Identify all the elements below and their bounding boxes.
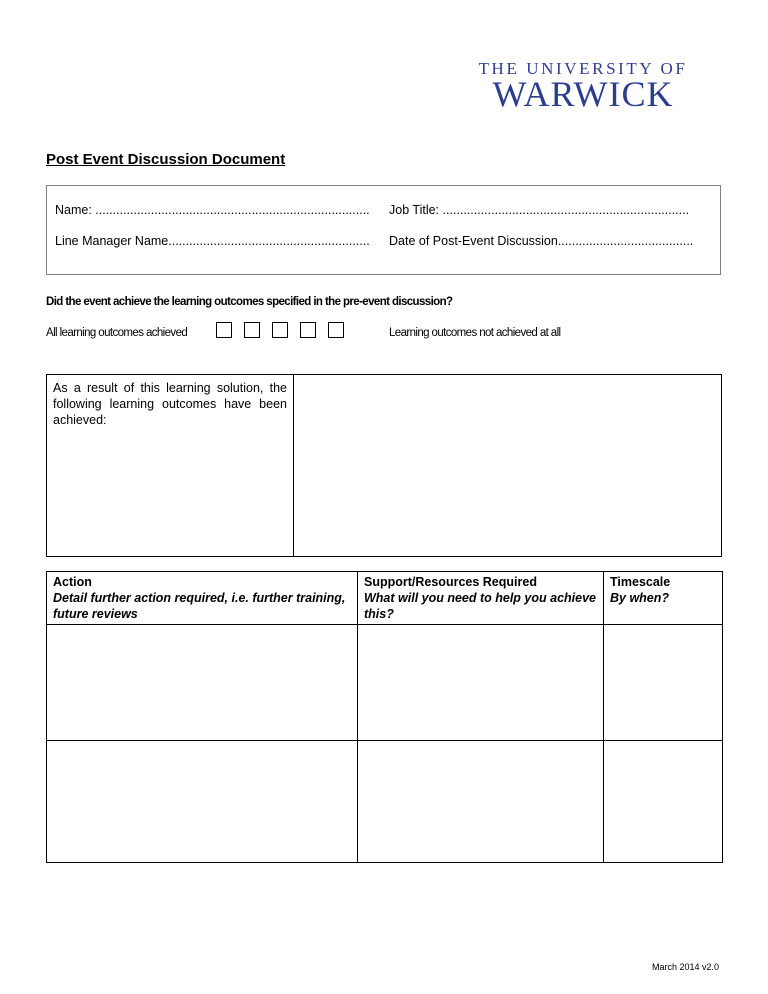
- rating-checkbox-4[interactable]: [300, 322, 316, 338]
- support-header: [358, 572, 604, 625]
- action-heading: Action: [53, 575, 92, 589]
- action-header: [47, 572, 358, 625]
- university-logo: [472, 59, 694, 114]
- timescale-header: [604, 572, 723, 625]
- timescale-cell-2[interactable]: [604, 741, 723, 863]
- timescale-heading: Timescale: [610, 575, 671, 589]
- timescale-cell-1[interactable]: [604, 625, 723, 741]
- logo-line-1: THE UNIVERSITY OF: [478, 59, 688, 78]
- action-cell-1[interactable]: [47, 625, 358, 741]
- support-heading: Support/Resources Required: [364, 575, 537, 589]
- outcomes-response-cell[interactable]: [294, 375, 721, 556]
- discussion-date-field[interactable]: Date of Post-Event Discussion.......................................: [389, 234, 694, 248]
- action-plan-table: [46, 571, 723, 863]
- action-subheading: Detail further action required, i.e. further training, future reviews: [53, 591, 346, 621]
- rating-checkbox-1[interactable]: [216, 322, 232, 338]
- rating-right-label: Learning outcomes not achieved at all: [389, 327, 561, 339]
- outcome-question: Did the event achieve the learning outcomes specified in the pre-event discussion?: [46, 296, 453, 308]
- rating-left-label: All learning outcomes achieved: [46, 327, 188, 339]
- outcomes-table: [46, 374, 722, 557]
- job-title-field[interactable]: Job Title: .......................................................................: [389, 203, 690, 217]
- name-field[interactable]: Name: ...............................................................................: [55, 203, 370, 217]
- rating-checkbox-3[interactable]: [272, 322, 288, 338]
- timescale-subheading: By when?: [610, 591, 670, 605]
- logo-line-2: WARWICK: [492, 74, 674, 114]
- outcomes-prompt: As a result of this learning solution, the following learning outcomes have been achieved:: [47, 375, 294, 556]
- support-subheading: What will you need to help you achieve this?: [364, 591, 596, 621]
- version-footer: March 2014 v2.0: [652, 962, 720, 972]
- action-cell-2[interactable]: [47, 741, 358, 863]
- document-title: Post Event Discussion Document: [46, 151, 286, 168]
- rating-checkbox-5[interactable]: [328, 322, 344, 338]
- support-cell-2[interactable]: [358, 741, 604, 863]
- support-cell-1[interactable]: [358, 625, 604, 741]
- details-box: [46, 185, 721, 275]
- line-manager-field[interactable]: Line Manager Name..........................................................: [55, 234, 370, 248]
- rating-checkbox-2[interactable]: [244, 322, 260, 338]
